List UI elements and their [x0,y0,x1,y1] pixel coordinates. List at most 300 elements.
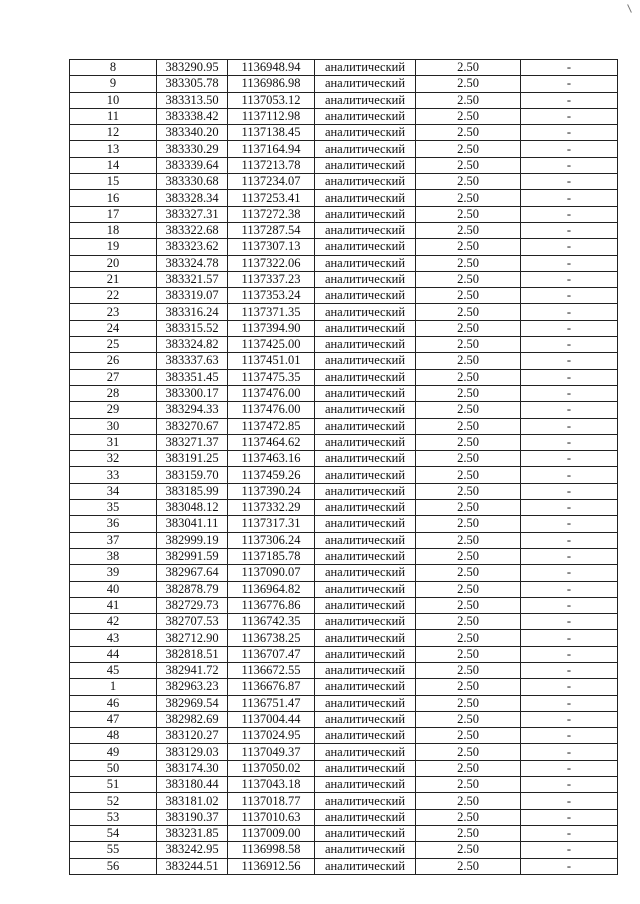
method-cell: аналитический [315,108,416,124]
point-number-cell: 10 [70,92,157,108]
x-coordinate-cell: 383313.50 [157,92,228,108]
method-cell: аналитический [315,500,416,516]
method-cell: аналитический [315,222,416,238]
accuracy-cell: 2.50 [416,695,521,711]
accuracy-cell: 2.50 [416,744,521,760]
x-coordinate-cell: 382712.90 [157,630,228,646]
table-row [70,418,618,434]
accuracy-cell: 2.50 [416,76,521,92]
x-coordinate-cell: 382967.64 [157,565,228,581]
table-row [70,483,618,499]
extra-cell: - [521,206,618,222]
x-coordinate-cell: 383324.82 [157,337,228,353]
extra-cell: - [521,695,618,711]
extra-cell: - [521,76,618,92]
extra-cell: - [521,320,618,336]
method-cell: аналитический [315,141,416,157]
table-row [70,385,618,401]
y-coordinate-cell: 1137234.07 [228,174,315,190]
y-coordinate-cell: 1137464.62 [228,434,315,450]
point-number-cell: 9 [70,76,157,92]
x-coordinate-cell: 383316.24 [157,304,228,320]
point-number-cell: 8 [70,60,157,76]
x-coordinate-cell: 383327.31 [157,206,228,222]
y-coordinate-cell: 1137164.94 [228,141,315,157]
accuracy-cell: 2.50 [416,141,521,157]
extra-cell: - [521,190,618,206]
accuracy-cell: 2.50 [416,581,521,597]
point-number-cell: 23 [70,304,157,320]
y-coordinate-cell: 1137476.00 [228,385,315,401]
x-coordinate-cell: 383041.11 [157,516,228,532]
method-cell: аналитический [315,92,416,108]
method-cell: аналитический [315,174,416,190]
x-coordinate-cell: 382729.73 [157,597,228,613]
extra-cell: - [521,271,618,287]
table-row [70,532,618,548]
y-coordinate-cell: 1137332.29 [228,500,315,516]
method-cell: аналитический [315,76,416,92]
method-cell: аналитический [315,842,416,858]
table-row [70,304,618,320]
method-cell: аналитический [315,125,416,141]
table-row [70,320,618,336]
accuracy-cell: 2.50 [416,434,521,450]
method-cell: аналитический [315,548,416,564]
table-row [70,157,618,173]
accuracy-cell: 2.50 [416,809,521,825]
x-coordinate-cell: 383338.42 [157,108,228,124]
table-row [70,777,618,793]
accuracy-cell: 2.50 [416,662,521,678]
extra-cell: - [521,581,618,597]
x-coordinate-cell: 382878.79 [157,581,228,597]
table-row [70,174,618,190]
point-number-cell: 43 [70,630,157,646]
y-coordinate-cell: 1137024.95 [228,728,315,744]
method-cell: аналитический [315,60,416,76]
point-number-cell: 52 [70,793,157,809]
accuracy-cell: 2.50 [416,157,521,173]
accuracy-cell: 2.50 [416,288,521,304]
method-cell: аналитический [315,777,416,793]
extra-cell: - [521,777,618,793]
table-row [70,190,618,206]
y-coordinate-cell: 1137317.31 [228,516,315,532]
x-coordinate-cell: 383181.02 [157,793,228,809]
method-cell: аналитический [315,646,416,662]
table-row [70,434,618,450]
y-coordinate-cell: 1136707.47 [228,646,315,662]
table-row [70,206,618,222]
x-coordinate-cell: 383159.70 [157,467,228,483]
accuracy-cell: 2.50 [416,516,521,532]
accuracy-cell: 2.50 [416,271,521,287]
table-row [70,793,618,809]
extra-cell: - [521,174,618,190]
method-cell: аналитический [315,662,416,678]
table-row [70,565,618,581]
extra-cell: - [521,565,618,581]
extra-cell: - [521,711,618,727]
x-coordinate-cell: 382982.69 [157,711,228,727]
table-row [70,646,618,662]
table-body [70,60,618,875]
y-coordinate-cell: 1137253.41 [228,190,315,206]
method-cell: аналитический [315,711,416,727]
method-cell: аналитический [315,369,416,385]
method-cell: аналитический [315,239,416,255]
accuracy-cell: 2.50 [416,825,521,841]
point-number-cell: 14 [70,157,157,173]
accuracy-cell: 2.50 [416,60,521,76]
y-coordinate-cell: 1137306.24 [228,532,315,548]
method-cell: аналитический [315,614,416,630]
x-coordinate-cell: 383330.68 [157,174,228,190]
accuracy-cell: 2.50 [416,760,521,776]
extra-cell: - [521,597,618,613]
extra-cell: - [521,548,618,564]
extra-cell: - [521,646,618,662]
accuracy-cell: 2.50 [416,239,521,255]
table-row [70,614,618,630]
method-cell: аналитический [315,760,416,776]
point-number-cell: 27 [70,369,157,385]
x-coordinate-cell: 383315.52 [157,320,228,336]
y-coordinate-cell: 1137049.37 [228,744,315,760]
point-number-cell: 41 [70,597,157,613]
point-number-cell: 28 [70,385,157,401]
accuracy-cell: 2.50 [416,451,521,467]
method-cell: аналитический [315,483,416,499]
accuracy-cell: 2.50 [416,500,521,516]
method-cell: аналитический [315,353,416,369]
method-cell: аналитический [315,565,416,581]
y-coordinate-cell: 1136751.47 [228,695,315,711]
extra-cell: - [521,255,618,271]
method-cell: аналитический [315,597,416,613]
accuracy-cell: 2.50 [416,646,521,662]
accuracy-cell: 2.50 [416,206,521,222]
point-number-cell: 54 [70,825,157,841]
x-coordinate-cell: 383319.07 [157,288,228,304]
point-number-cell: 55 [70,842,157,858]
point-number-cell: 32 [70,451,157,467]
x-coordinate-cell: 383190.37 [157,809,228,825]
point-number-cell: 48 [70,728,157,744]
point-number-cell: 45 [70,662,157,678]
table-row [70,711,618,727]
x-coordinate-cell: 383324.78 [157,255,228,271]
y-coordinate-cell: 1137010.63 [228,809,315,825]
y-coordinate-cell: 1136986.98 [228,76,315,92]
point-number-cell: 24 [70,320,157,336]
x-coordinate-cell: 382969.54 [157,695,228,711]
method-cell: аналитический [315,532,416,548]
x-coordinate-cell: 383294.33 [157,402,228,418]
extra-cell: - [521,60,618,76]
point-number-cell: 36 [70,516,157,532]
x-coordinate-cell: 383323.62 [157,239,228,255]
extra-cell: - [521,125,618,141]
accuracy-cell: 2.50 [416,565,521,581]
accuracy-cell: 2.50 [416,369,521,385]
y-coordinate-cell: 1137112.98 [228,108,315,124]
point-number-cell: 22 [70,288,157,304]
y-coordinate-cell: 1136672.55 [228,662,315,678]
table-row [70,679,618,695]
y-coordinate-cell: 1137053.12 [228,92,315,108]
method-cell: аналитический [315,744,416,760]
x-coordinate-cell: 383120.27 [157,728,228,744]
extra-cell: - [521,760,618,776]
y-coordinate-cell: 1137018.77 [228,793,315,809]
table-row [70,597,618,613]
method-cell: аналитический [315,451,416,467]
point-number-cell: 44 [70,646,157,662]
x-coordinate-cell: 383305.78 [157,76,228,92]
y-coordinate-cell: 1137043.18 [228,777,315,793]
accuracy-cell: 2.50 [416,793,521,809]
point-number-cell: 1 [70,679,157,695]
x-coordinate-cell: 383191.25 [157,451,228,467]
method-cell: аналитический [315,679,416,695]
x-coordinate-cell: 383321.57 [157,271,228,287]
accuracy-cell: 2.50 [416,614,521,630]
y-coordinate-cell: 1137287.54 [228,222,315,238]
method-cell: аналитический [315,320,416,336]
extra-cell: - [521,532,618,548]
accuracy-cell: 2.50 [416,190,521,206]
point-number-cell: 19 [70,239,157,255]
y-coordinate-cell: 1137394.90 [228,320,315,336]
point-number-cell: 35 [70,500,157,516]
point-number-cell: 53 [70,809,157,825]
extra-cell: - [521,858,618,874]
x-coordinate-cell: 383129.03 [157,744,228,760]
x-coordinate-cell: 382991.59 [157,548,228,564]
point-number-cell: 12 [70,125,157,141]
x-coordinate-cell: 383174.30 [157,760,228,776]
point-number-cell: 51 [70,777,157,793]
y-coordinate-cell: 1136776.86 [228,597,315,613]
y-coordinate-cell: 1137090.07 [228,565,315,581]
extra-cell: - [521,304,618,320]
point-number-cell: 18 [70,222,157,238]
table-row [70,141,618,157]
point-number-cell: 34 [70,483,157,499]
x-coordinate-cell: 383244.51 [157,858,228,874]
y-coordinate-cell: 1137425.00 [228,337,315,353]
table-row [70,516,618,532]
y-coordinate-cell: 1136964.82 [228,581,315,597]
method-cell: аналитический [315,255,416,271]
point-number-cell: 30 [70,418,157,434]
y-coordinate-cell: 1137475.35 [228,369,315,385]
method-cell: аналитический [315,793,416,809]
extra-cell: - [521,418,618,434]
point-number-cell: 21 [70,271,157,287]
table-row [70,92,618,108]
table-row [70,255,618,271]
point-number-cell: 26 [70,353,157,369]
accuracy-cell: 2.50 [416,597,521,613]
extra-cell: - [521,157,618,173]
table-row [70,467,618,483]
point-number-cell: 40 [70,581,157,597]
extra-cell: - [521,369,618,385]
y-coordinate-cell: 1136738.25 [228,630,315,646]
y-coordinate-cell: 1137459.26 [228,467,315,483]
extra-cell: - [521,679,618,695]
x-coordinate-cell: 382941.72 [157,662,228,678]
accuracy-cell: 2.50 [416,304,521,320]
y-coordinate-cell: 1136742.35 [228,614,315,630]
accuracy-cell: 2.50 [416,630,521,646]
table-row [70,548,618,564]
table-row [70,630,618,646]
table-row [70,60,618,76]
x-coordinate-cell: 383322.68 [157,222,228,238]
y-coordinate-cell: 1137322.06 [228,255,315,271]
extra-cell: - [521,239,618,255]
x-coordinate-cell: 383339.64 [157,157,228,173]
accuracy-cell: 2.50 [416,125,521,141]
accuracy-cell: 2.50 [416,467,521,483]
method-cell: аналитический [315,157,416,173]
point-number-cell: 46 [70,695,157,711]
table-row [70,809,618,825]
extra-cell: - [521,467,618,483]
table-row [70,108,618,124]
point-number-cell: 38 [70,548,157,564]
point-number-cell: 25 [70,337,157,353]
table-row [70,662,618,678]
x-coordinate-cell: 383330.29 [157,141,228,157]
point-number-cell: 13 [70,141,157,157]
extra-cell: - [521,630,618,646]
accuracy-cell: 2.50 [416,679,521,695]
extra-cell: - [521,614,618,630]
table-row [70,125,618,141]
x-coordinate-cell: 383351.45 [157,369,228,385]
extra-cell: - [521,222,618,238]
table-row [70,760,618,776]
accuracy-cell: 2.50 [416,108,521,124]
x-coordinate-cell: 383340.20 [157,125,228,141]
accuracy-cell: 2.50 [416,777,521,793]
x-coordinate-cell: 383242.95 [157,842,228,858]
y-coordinate-cell: 1137353.24 [228,288,315,304]
accuracy-cell: 2.50 [416,858,521,874]
x-coordinate-cell: 383185.99 [157,483,228,499]
point-number-cell: 47 [70,711,157,727]
table-row [70,500,618,516]
y-coordinate-cell: 1136998.58 [228,842,315,858]
accuracy-cell: 2.50 [416,711,521,727]
y-coordinate-cell: 1136948.94 [228,60,315,76]
table-row [70,858,618,874]
table-row [70,353,618,369]
method-cell: аналитический [315,206,416,222]
table-row [70,581,618,597]
method-cell: аналитический [315,581,416,597]
x-coordinate-cell: 382963.23 [157,679,228,695]
extra-cell: - [521,402,618,418]
y-coordinate-cell: 1137050.02 [228,760,315,776]
point-number-cell: 49 [70,744,157,760]
accuracy-cell: 2.50 [416,337,521,353]
point-number-cell: 20 [70,255,157,271]
accuracy-cell: 2.50 [416,418,521,434]
method-cell: аналитический [315,728,416,744]
y-coordinate-cell: 1137272.38 [228,206,315,222]
y-coordinate-cell: 1137371.35 [228,304,315,320]
accuracy-cell: 2.50 [416,353,521,369]
point-number-cell: 29 [70,402,157,418]
x-coordinate-cell: 383290.95 [157,60,228,76]
extra-cell: - [521,108,618,124]
x-coordinate-cell: 383337.63 [157,353,228,369]
x-coordinate-cell: 383048.12 [157,500,228,516]
method-cell: аналитический [315,809,416,825]
method-cell: аналитический [315,630,416,646]
method-cell: аналитический [315,434,416,450]
point-number-cell: 11 [70,108,157,124]
y-coordinate-cell: 1137337.23 [228,271,315,287]
x-coordinate-cell: 382707.53 [157,614,228,630]
table-row [70,76,618,92]
extra-cell: - [521,516,618,532]
extra-cell: - [521,825,618,841]
point-number-cell: 17 [70,206,157,222]
table-row [70,744,618,760]
method-cell: аналитический [315,304,416,320]
y-coordinate-cell: 1137138.45 [228,125,315,141]
accuracy-cell: 2.50 [416,255,521,271]
method-cell: аналитический [315,402,416,418]
y-coordinate-cell: 1136912.56 [228,858,315,874]
x-coordinate-cell: 383300.17 [157,385,228,401]
scan-mark [627,4,632,13]
method-cell: аналитический [315,418,416,434]
table-row [70,728,618,744]
y-coordinate-cell: 1137004.44 [228,711,315,727]
extra-cell: - [521,434,618,450]
table-row [70,402,618,418]
point-number-cell: 39 [70,565,157,581]
point-number-cell: 16 [70,190,157,206]
extra-cell: - [521,451,618,467]
method-cell: аналитический [315,288,416,304]
accuracy-cell: 2.50 [416,320,521,336]
y-coordinate-cell: 1137390.24 [228,483,315,499]
table-row [70,369,618,385]
y-coordinate-cell: 1137213.78 [228,157,315,173]
table-row [70,337,618,353]
accuracy-cell: 2.50 [416,222,521,238]
point-number-cell: 31 [70,434,157,450]
table-row [70,288,618,304]
extra-cell: - [521,92,618,108]
y-coordinate-cell: 1137009.00 [228,825,315,841]
point-number-cell: 15 [70,174,157,190]
table-row [70,239,618,255]
x-coordinate-cell: 382999.19 [157,532,228,548]
x-coordinate-cell: 383328.34 [157,190,228,206]
table-row [70,222,618,238]
extra-cell: - [521,662,618,678]
